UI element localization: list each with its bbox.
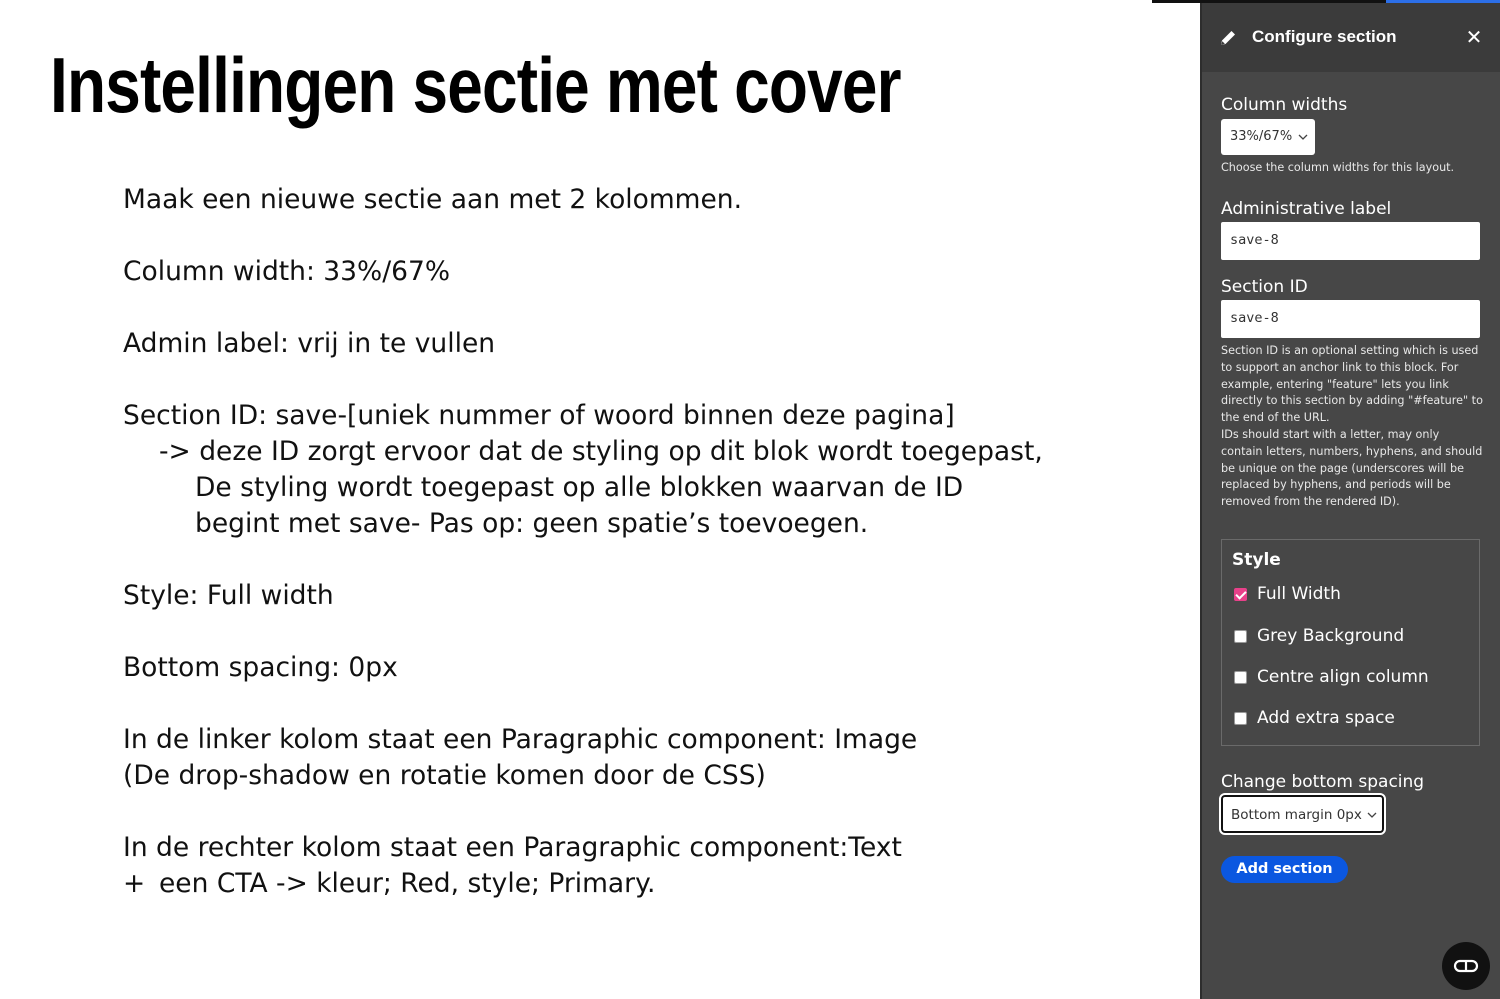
extra-space-checkbox[interactable] [1234, 712, 1247, 725]
slide-body [123, 182, 1183, 902]
add-section-button[interactable]: Add section [1221, 856, 1348, 883]
body-line: Section ID: save-[uniek nummer of woord binnen deze pagina] [123, 400, 955, 431]
bottom-spacing-value: Bottom margin 0px [1231, 807, 1362, 823]
admin-label-value: save-8 [1230, 232, 1279, 248]
extra-space-label: Add extra space [1257, 708, 1395, 728]
centre-align-label: Centre align column [1257, 667, 1429, 687]
grey-background-option[interactable] [1234, 626, 1404, 646]
section-id-label: Section ID [1221, 277, 1308, 297]
admin-label-input[interactable] [1221, 222, 1480, 260]
grey-background-label: Grey Background [1257, 626, 1405, 646]
body-line: begint met save- Pas op: geen spatie’s toevoegen. [195, 508, 869, 539]
centre-align-checkbox[interactable] [1234, 671, 1247, 684]
body-line [123, 866, 1183, 902]
body-line: (De drop-shadow en rotatie komen door de CSS) [123, 760, 766, 791]
section-id-help-text: IDs should start with a letter, may only contain letters, numbers, hyphens, and should be unique on the page (underscores will be replaced by hyphens, and periods will be removed from the rendered ID). [1221, 427, 1483, 509]
chevron-down-icon [1367, 810, 1377, 820]
body-line-text: een CTA -> kleur; Red, style; Primary. [159, 868, 656, 899]
glasses-icon [1453, 958, 1479, 974]
panel-header [1202, 3, 1500, 72]
plus-sign: + [123, 868, 146, 899]
section-id-help-text: Section ID is an optional setting which is used to support an anchor link to this block. For example, entering "feature" lets you link directly to this section by adding "#feature" to the end of the URL. [1221, 344, 1483, 425]
body-line: -> deze ID zorgt ervoor dat de styling op dit blok wordt toegepast, [159, 436, 1043, 467]
body-line: Maak een nieuwe sectie aan met 2 kolommen. [123, 184, 743, 215]
full-width-checkbox[interactable] [1234, 588, 1247, 601]
style-fieldset [1221, 539, 1480, 746]
section-id-input[interactable] [1221, 300, 1480, 338]
pencil-icon [1218, 28, 1238, 48]
column-widths-help: Choose the column widths for this layout. [1221, 161, 1455, 174]
body-line: Style: Full width [123, 580, 334, 611]
column-widths-value: 33%/67% [1230, 129, 1293, 144]
body-line: Column width: 33%/67% [123, 256, 451, 287]
section-id-value: save-8 [1230, 310, 1279, 326]
body-line: In de rechter kolom staat een Paragraphic component:Text [123, 832, 902, 863]
centre-align-option[interactable] [1234, 667, 1429, 687]
chevron-down-icon [1298, 132, 1308, 142]
full-width-option[interactable] [1234, 584, 1341, 604]
bottom-spacing-select[interactable] [1221, 795, 1384, 833]
full-width-label: Full Width [1257, 584, 1341, 604]
column-widths-select[interactable] [1221, 119, 1315, 155]
slide-title: Instellingen sectie met cover [50, 41, 901, 129]
extra-space-option[interactable] [1234, 708, 1395, 728]
style-legend: Style [1232, 550, 1281, 570]
bottom-spacing-label: Change bottom spacing [1221, 772, 1425, 792]
body-line: In de linker kolom staat een Paragraphic component: Image [123, 724, 918, 755]
admin-label-label: Administrative label [1221, 199, 1392, 219]
grey-background-checkbox[interactable] [1234, 630, 1247, 643]
configure-section-panel [1200, 3, 1500, 999]
body-line: De styling wordt toegepast op alle blokken waarvan de ID [195, 472, 964, 503]
panel-title: Configure section [1252, 27, 1397, 46]
body-line: Admin label: vrij in te vullen [123, 328, 496, 359]
column-widths-label: Column widths [1221, 95, 1348, 115]
close-icon[interactable]: ✕ [1465, 25, 1483, 49]
body-line: Bottom spacing: 0px [123, 652, 398, 683]
floating-action-button[interactable] [1442, 942, 1490, 990]
section-id-help [1221, 343, 1483, 511]
